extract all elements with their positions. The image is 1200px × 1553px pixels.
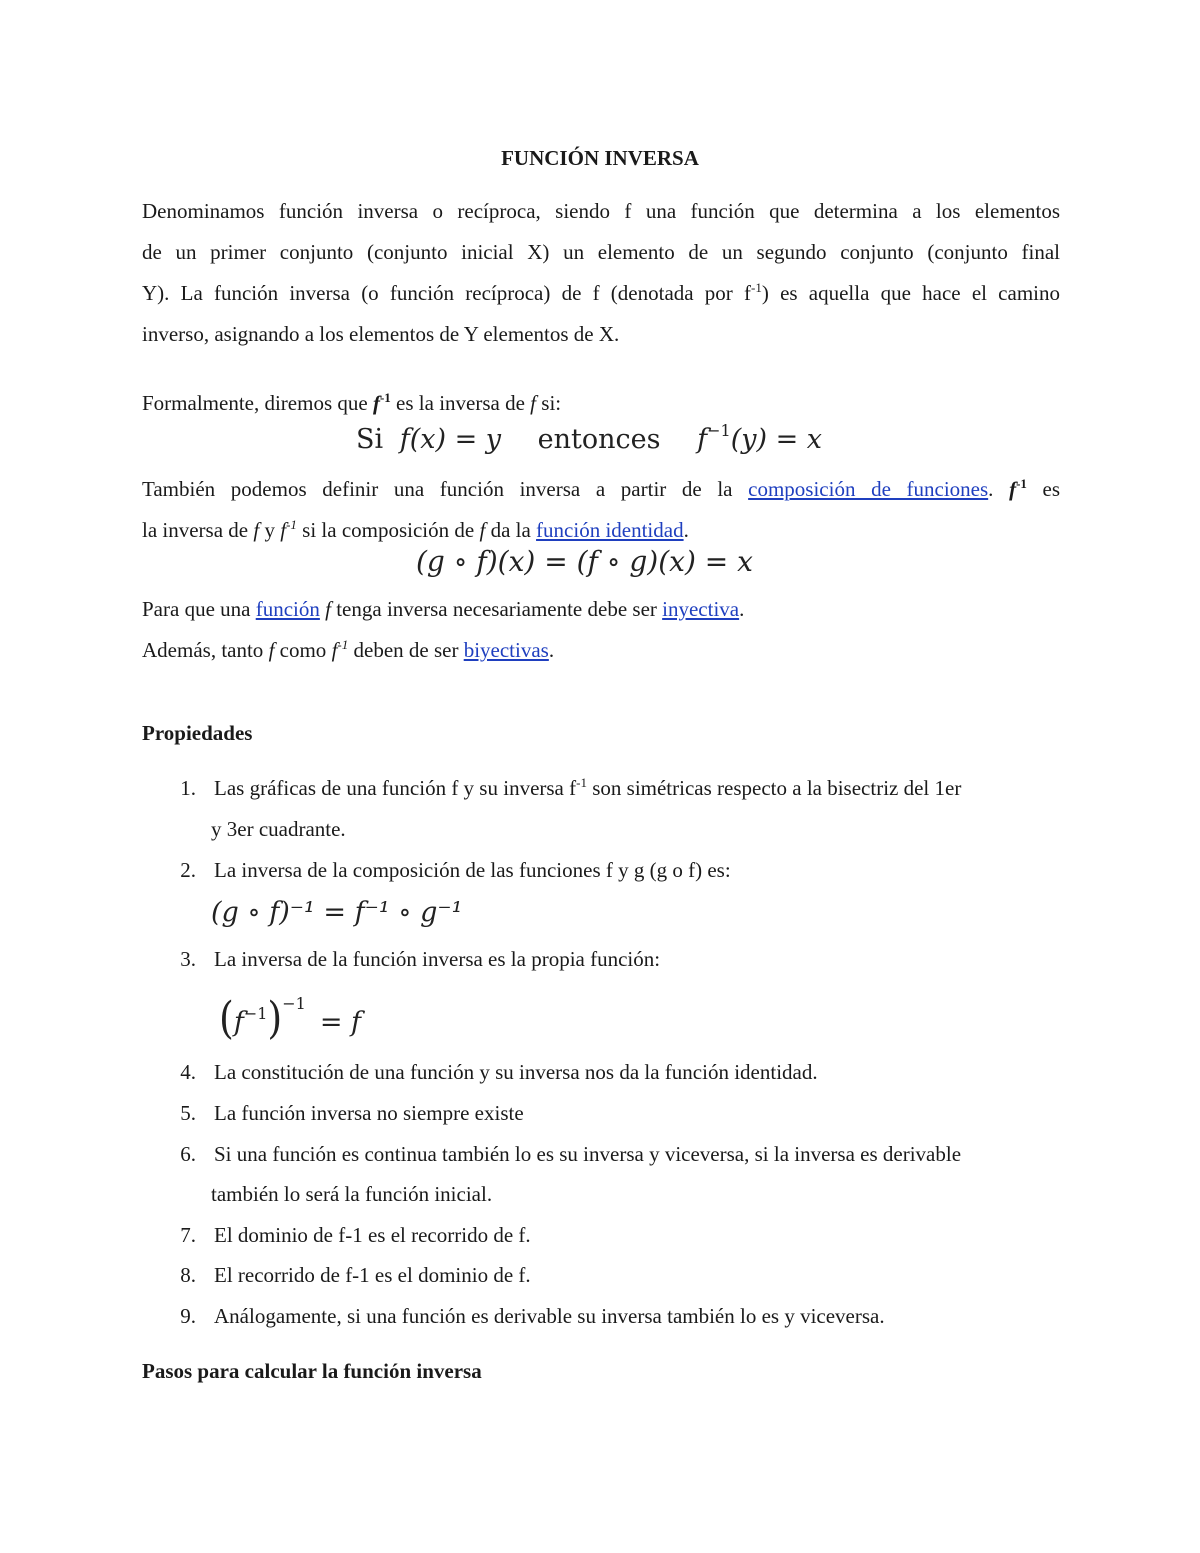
biyectivas-link[interactable]: biyectivas bbox=[463, 638, 549, 662]
bijective-statement: Además, tanto f como $f^{-1}$ deben de ser biyectivas. bbox=[142, 637, 555, 662]
inyectiva-link[interactable]: inyectiva bbox=[662, 597, 740, 621]
list-item: 4. La constitución de una función y su inversa nos da la función identidad. bbox=[180, 1060, 818, 1084]
formal-definition: Formalmente, diremos que $f^{-1}$ es la inversa de f si: bbox=[142, 390, 562, 415]
composition-equation: (g ∘ f)(x) = (f ∘ g)(x) = x bbox=[416, 545, 753, 578]
properties-heading: Propiedades bbox=[142, 721, 253, 745]
intro-line-1: Denominamos función inversa o recíproca, siendo f una función que determina a los elementos bbox=[142, 199, 1060, 223]
inverse-composition-formula: (g ∘ f)⁻¹ = f⁻¹ ∘ g⁻¹ bbox=[211, 897, 463, 928]
intro-line-3: Y). La función inversa (o función recíproca) de f (denotada por $f^{-1}$) es aquella que hace el camino bbox=[142, 280, 1060, 305]
list-item-continuation: también lo será la función inicial. bbox=[211, 1182, 493, 1206]
composition-line-1: También podemos definir una función inversa a partir de la composición de funciones. $f^{-1}$ es bbox=[142, 476, 1061, 501]
page-title: FUNCIÓN INVERSA bbox=[501, 146, 699, 170]
list-item: 9. Análogamente, si una función es derivable su inversa también lo es y viceversa. bbox=[180, 1304, 885, 1328]
funcion-identidad-link[interactable]: función identidad bbox=[536, 518, 684, 542]
list-item: 5. La función inversa no siempre existe bbox=[180, 1101, 524, 1125]
composicion-funciones-link[interactable]: composición de funciones bbox=[748, 477, 989, 501]
inverse-definition-equation: Si f(x) = y entonces $f^{-1}(y) = x$ bbox=[356, 421, 823, 455]
composition-line-2: la inversa de f y $f^{-1}$ si la composición de f da la función identidad. bbox=[142, 517, 689, 542]
list-item: 2. La inversa de la composición de las funciones f y g (g o f) es: bbox=[180, 858, 731, 882]
intro-line-4: inverso, asignando a los elementos de Y elementos de X. bbox=[142, 322, 620, 346]
intro-line-2: de un primer conjunto (conjunto inicial X) un elemento de un segundo conjunto (conjunto final bbox=[142, 240, 1060, 264]
list-item: 7. El dominio de f-1 es el recorrido de f. bbox=[180, 1223, 531, 1247]
list-item: 3. La inversa de la función inversa es la propia función: bbox=[180, 947, 661, 971]
list-item: 8. El recorrido de f-1 es el dominio de f. bbox=[180, 1263, 531, 1287]
list-item-continuation: y 3er cuadrante. bbox=[211, 817, 346, 841]
list-item: 1. Las gráficas de una función f y su inversa $f^{-1}$ son simétricas respecto a la bisectriz del 1er bbox=[180, 775, 962, 800]
inverse-of-inverse-formula: $(f^{-1})^{-1}= f$ bbox=[219, 992, 362, 1044]
funcion-link[interactable]: función bbox=[255, 597, 320, 621]
list-item: 6. Si una función es continua también lo es su inversa y viceversa, si la inversa es derivable bbox=[180, 1142, 962, 1166]
injective-statement: Para que una función f tenga inversa necesariamente debe ser inyectiva. bbox=[142, 597, 745, 621]
steps-heading: Pasos para calcular la función inversa bbox=[142, 1359, 482, 1383]
